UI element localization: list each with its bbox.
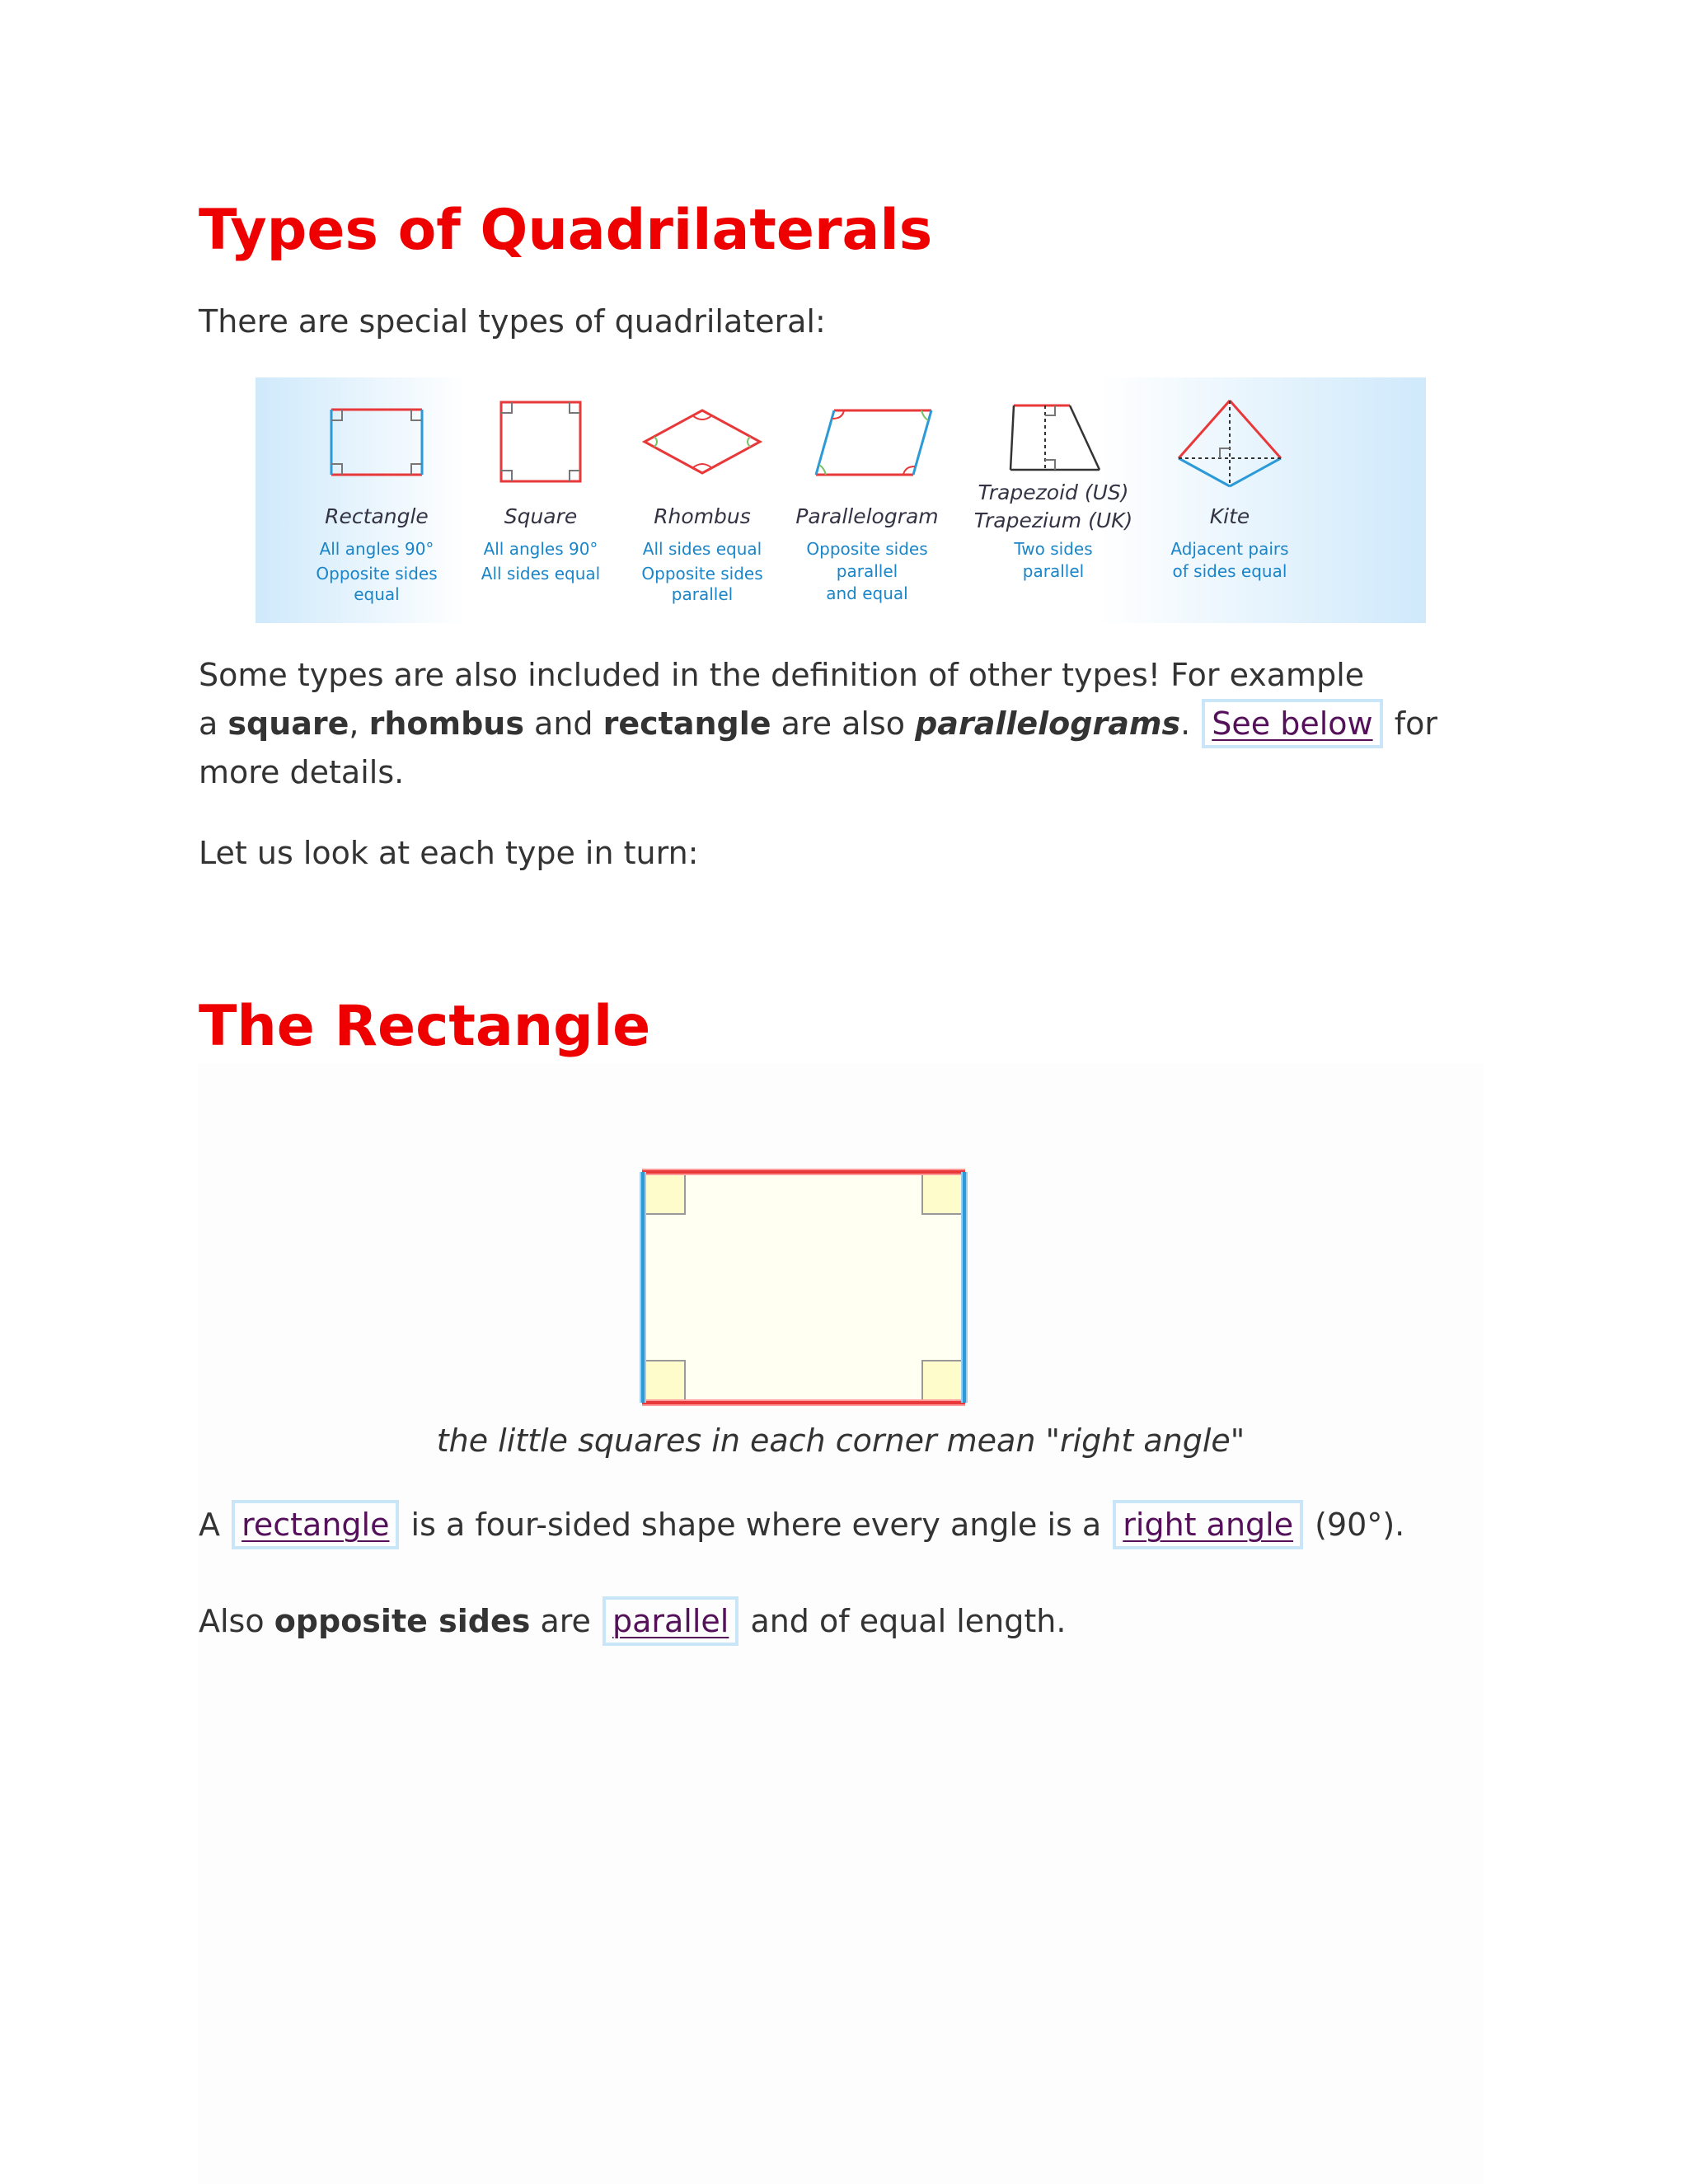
kite-label: Kite — [1209, 504, 1250, 528]
text: A — [199, 1507, 231, 1543]
parallelogram-shape — [816, 410, 931, 475]
trapezoid-shape — [1010, 405, 1100, 470]
kite-shape — [1179, 401, 1281, 486]
bold-italic-parallelograms: parallelograms — [915, 705, 1181, 742]
kite-desc-1: Adjacent pairs — [1170, 539, 1289, 559]
right-angle-marker-bottom-right — [922, 1361, 962, 1400]
bold-rhombus: rhombus — [368, 705, 524, 742]
types-intro: There are special types of quadrilateral: — [199, 303, 826, 340]
rhombus-desc-2: Opposite sides — [641, 564, 763, 583]
right-angle-marker-top-right — [922, 1174, 962, 1214]
rectangle-diagram — [640, 1169, 969, 1409]
rectangle-desc-1: All angles 90° — [319, 539, 434, 559]
see-below-link[interactable]: See below — [1212, 705, 1373, 742]
right-angle-link[interactable]: right angle — [1123, 1507, 1294, 1543]
opposite-sides-paragraph — [199, 1596, 1484, 1646]
rectangle-figure — [640, 1169, 969, 1413]
rectangle-shape — [331, 410, 422, 475]
rectangle-desc-3: equal — [354, 584, 400, 604]
trapezoid-desc-2: parallel — [1022, 561, 1085, 581]
parallel-link-box — [603, 1596, 738, 1646]
rectangle-heading: The Rectangle — [199, 994, 651, 1059]
square-desc-2: All sides equal — [481, 564, 601, 583]
text: Also — [199, 1603, 274, 1639]
trapezoid-desc-1: Two sides — [1014, 539, 1093, 559]
definition-paragraph — [199, 651, 1484, 796]
look-each-type-paragraph: Let us look at each type in turn: — [199, 835, 699, 871]
text: are also — [771, 705, 916, 742]
parallelogram-desc-1: Opposite sides — [806, 539, 928, 559]
right-angle-marker-bottom-left — [645, 1361, 685, 1400]
parallelogram-label: Parallelogram — [795, 504, 939, 528]
rhombus-label: Rhombus — [654, 504, 751, 528]
text: is a four-sided shape where every angle is a — [401, 1507, 1112, 1543]
quadrilateral-types-banner — [256, 377, 1426, 623]
rectangle-label: Rectangle — [325, 504, 429, 528]
text: for — [1384, 705, 1437, 742]
trapezium-label: Trapezium (UK) — [973, 509, 1133, 532]
text: . — [1180, 705, 1201, 742]
rectangle-caption: the little squares in each corner mean "right angle" — [436, 1422, 1245, 1459]
right-angle-marker-top-left — [645, 1174, 685, 1214]
definition-line-1: Some types are also included in the definition of other types! For example — [199, 657, 1365, 693]
text: and of equal length. — [740, 1603, 1067, 1639]
bold-square: square — [227, 705, 349, 742]
types-heading: Types of Quadrilaterals — [199, 198, 933, 263]
square-desc-1: All angles 90° — [483, 539, 598, 559]
rectangle-link-box — [232, 1500, 399, 1549]
rhombus-desc-1: All sides equal — [642, 539, 762, 559]
rectangle-link[interactable]: rectangle — [241, 1507, 390, 1543]
square-label: Square — [504, 504, 578, 528]
right-angle-link-box — [1113, 1500, 1303, 1549]
text: , — [349, 705, 369, 742]
trapezoid-label: Trapezoid (US) — [978, 480, 1129, 504]
rectangle-definition — [199, 1500, 1484, 1549]
text: (90°). — [1305, 1507, 1405, 1543]
text: a — [199, 705, 228, 742]
kite-desc-2: of sides equal — [1172, 561, 1287, 581]
rhombus-desc-3: parallel — [671, 584, 734, 604]
text: are — [530, 1603, 601, 1639]
rhombus-shape — [645, 410, 760, 473]
definition-line-3: more details. — [199, 754, 405, 790]
parallel-link[interactable]: parallel — [612, 1603, 729, 1639]
see-below-link-box — [1202, 699, 1382, 748]
square-shape — [501, 402, 580, 481]
text: and — [523, 705, 603, 742]
rectangle-desc-2: Opposite sides — [316, 564, 438, 583]
bold-opposite-sides: opposite sides — [274, 1603, 531, 1639]
parallelogram-desc-2: parallel — [836, 561, 898, 581]
parallelogram-desc-3: and equal — [826, 583, 908, 603]
quadrilateral-types-figure — [256, 377, 1426, 623]
bold-rectangle: rectangle — [603, 705, 771, 742]
